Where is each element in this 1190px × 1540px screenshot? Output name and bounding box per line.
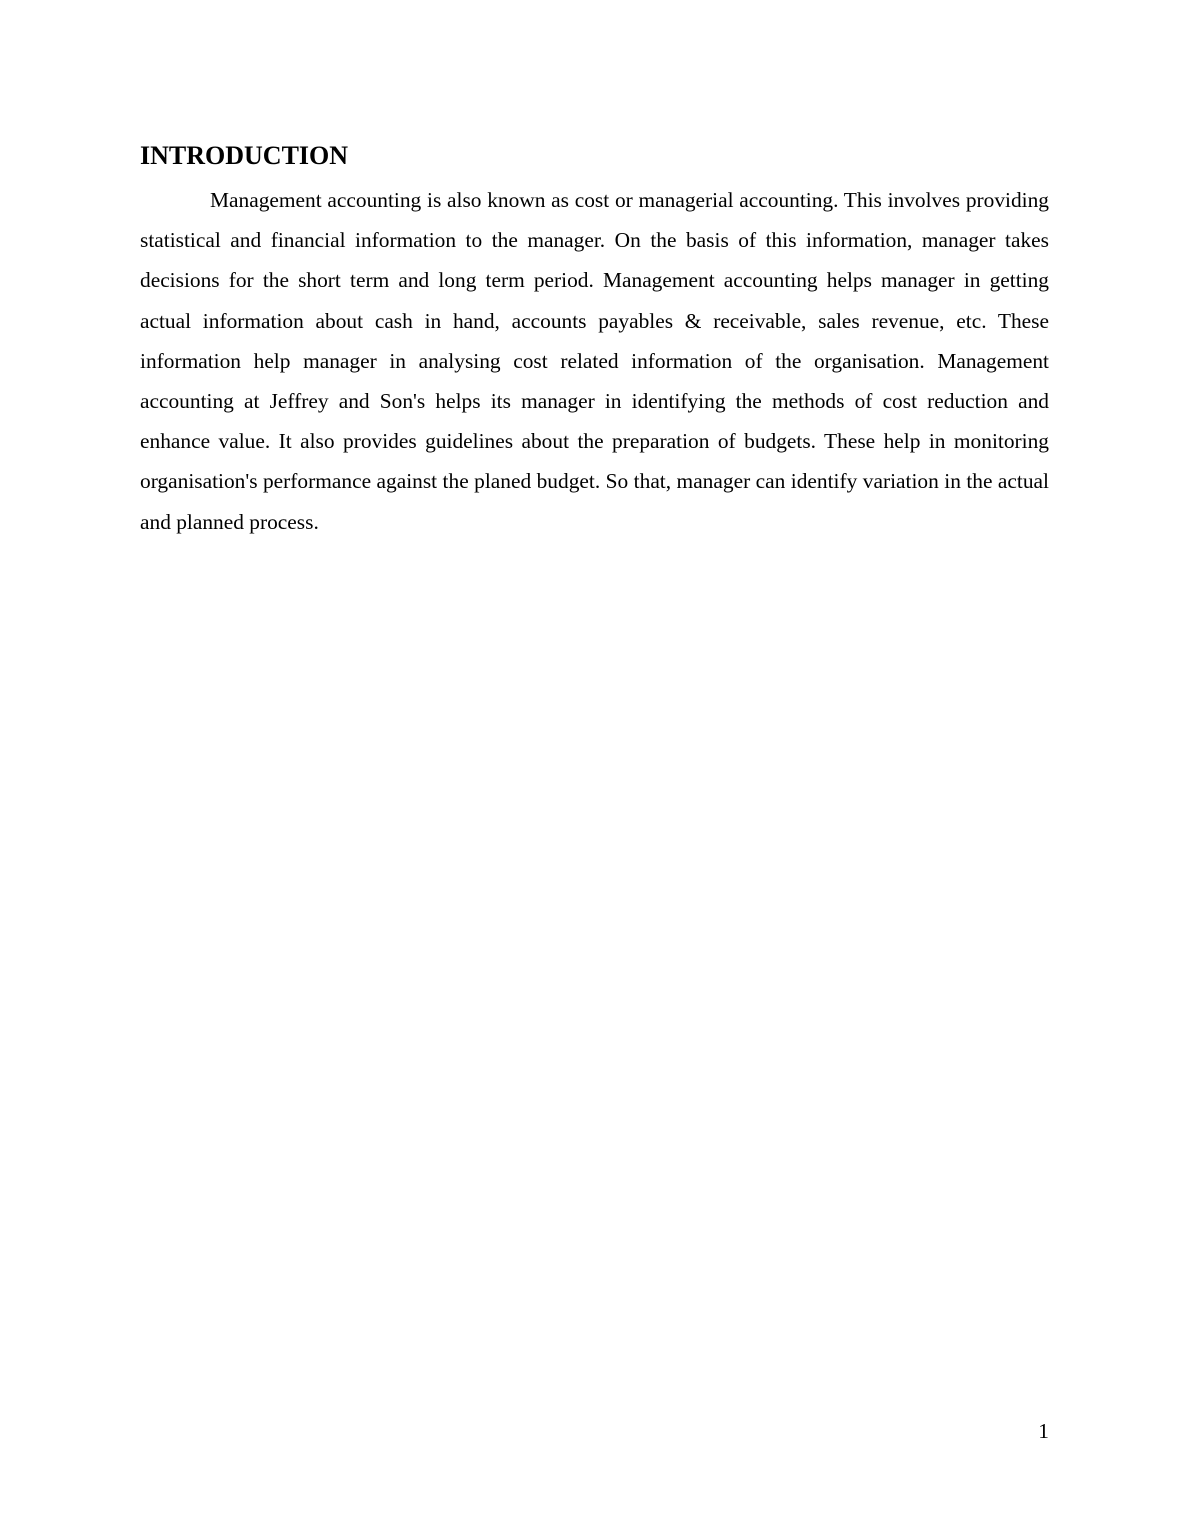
section-heading: INTRODUCTION (140, 141, 349, 170)
introduction-paragraph: Management accounting is also known as cost or managerial accounting. This involves providing statistical and financial information to the manager. On the basis of this information, manager takes decisions for the short term and long term period. Management accounting helps manager in getting actual information about cash in hand, accounts payables & receivable, sales revenue, etc. These information help manager in analysing cost related information of the organisation. Management accounting at Jeffrey and Son's helps its manager in identifying the methods of cost reduction and enhance value. It also provides guidelines about the preparation of budgets. These help in monitoring organisation's performance against the planed budget. So that, manager can identify variation in the actual and planned process. (140, 188, 1049, 534)
page-number: 1 (1038, 1419, 1049, 1443)
